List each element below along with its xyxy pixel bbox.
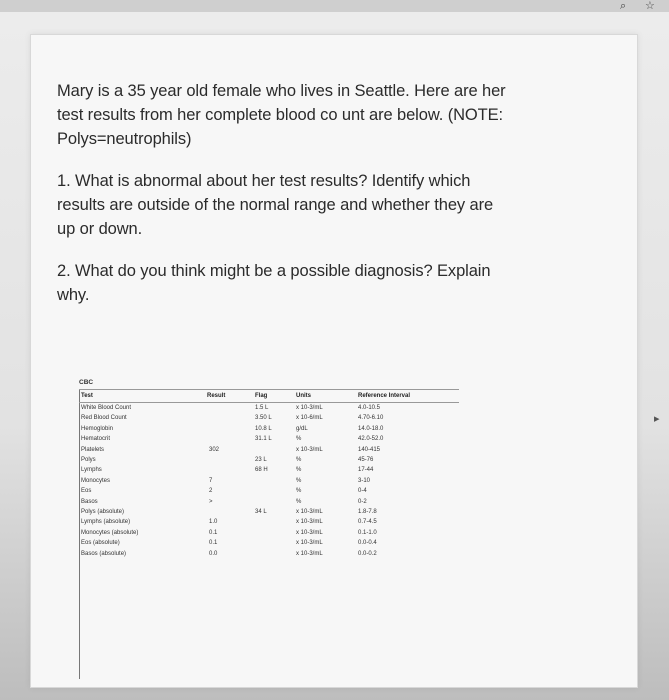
- cell-test: Polys (absolute): [81, 509, 125, 515]
- cell-flag: 31.1 L: [255, 436, 272, 443]
- question-1: [57, 169, 527, 241]
- cell-units: x 10-6/mL: [296, 415, 323, 422]
- cell-ref: 0-4: [358, 488, 367, 495]
- search-icon[interactable]: ⌕: [620, 0, 627, 12]
- table-row: [79, 518, 479, 529]
- cell-test: Hemoglobin: [81, 425, 114, 432]
- header-units: Units: [296, 393, 311, 399]
- table-row: [79, 498, 479, 509]
- cell-units: x 10-3/mL: [296, 446, 323, 453]
- cell-units: g/dL: [296, 425, 308, 432]
- header-test: Test: [81, 393, 93, 399]
- cell-ref: 1.8-7.8: [358, 509, 377, 515]
- question-1-line: results are outside of the normal range and whether they are: [57, 196, 494, 214]
- cell-units: %: [296, 457, 302, 463]
- cell-test: Monocytes (absolute): [81, 529, 139, 536]
- mouse-cursor-icon: ▸: [654, 413, 660, 425]
- cell-result: 7: [209, 477, 213, 484]
- question-1-line: up or down.: [57, 220, 143, 238]
- cell-ref: 4.0-10.5: [358, 405, 381, 411]
- cell-test: Hematocrit: [81, 436, 111, 443]
- table-row: [79, 446, 479, 457]
- table-row: [79, 404, 479, 415]
- cell-test: Monocytes: [81, 477, 111, 484]
- cell-test: Polys: [81, 457, 96, 463]
- cell-units: %: [296, 436, 302, 443]
- cell-ref: 0.1-1.0: [358, 529, 377, 536]
- cbc-table: [79, 379, 484, 687]
- cell-test: Eos (absolute): [81, 540, 120, 547]
- cell-units: x 10-3/mL: [296, 550, 323, 557]
- cell-flag: 1.5 L: [255, 405, 269, 411]
- table-row: [79, 550, 479, 561]
- cell-ref: 3-10: [358, 477, 371, 484]
- table-caption: CBC: [79, 379, 94, 386]
- cell-units: x 10-3/mL: [296, 519, 323, 526]
- header-rule: [79, 402, 459, 403]
- cell-test: Platelets: [81, 446, 105, 453]
- table-row: [79, 508, 479, 519]
- cell-flag: 34 L: [255, 509, 267, 515]
- question-2: [57, 259, 527, 307]
- cell-units: x 10-3/mL: [296, 540, 323, 547]
- cell-result: 0.0: [209, 550, 218, 557]
- question-1-line: 1. What is abnormal about her test results? Identify which: [57, 172, 471, 190]
- table-row: [79, 529, 479, 540]
- cell-result: 1.0: [209, 519, 218, 526]
- cell-flag: 10.8 L: [255, 425, 272, 432]
- cell-ref: 14.0-18.0: [358, 425, 384, 432]
- question-2-line: why.: [57, 286, 90, 304]
- intro-paragraph: [57, 79, 527, 151]
- intro-line: Polys=neutrophils): [57, 130, 192, 148]
- cell-units: %: [296, 488, 302, 495]
- cell-result: >: [209, 498, 213, 505]
- header-result: Result: [207, 393, 226, 399]
- cell-units: x 10-3/mL: [296, 529, 323, 536]
- cell-test: Lymphs (absolute): [81, 519, 131, 526]
- table-row: [79, 414, 479, 425]
- cell-result: 2: [209, 488, 213, 495]
- cell-units: %: [296, 477, 302, 484]
- table-rule: [79, 389, 459, 390]
- cell-result: 302: [209, 446, 220, 453]
- cell-test: Basos: [81, 498, 98, 505]
- cell-units: %: [296, 498, 302, 505]
- cell-units: x 10-3/mL: [296, 405, 323, 411]
- table-row: [79, 539, 479, 550]
- cell-test: Basos (absolute): [81, 550, 127, 557]
- cell-ref: 17-44: [358, 467, 374, 474]
- header-reference-interval: Reference Interval: [358, 393, 411, 399]
- cell-units: x 10-3/mL: [296, 509, 323, 515]
- cell-ref: 0.7-4.5: [358, 519, 377, 526]
- screen: [0, 12, 669, 700]
- cell-ref: 0.0-0.4: [358, 540, 377, 547]
- cell-flag: 23 L: [255, 457, 267, 463]
- intro-line: test results from her complete blood co unt are below. (NOTE:: [57, 106, 504, 124]
- table-row: [79, 456, 479, 467]
- cell-ref: 0.0-0.2: [358, 550, 377, 557]
- cell-ref: 0-2: [358, 498, 367, 505]
- question-2-line: 2. What do you think might be a possible diagnosis? Explain: [57, 262, 491, 280]
- table-row: [79, 425, 479, 436]
- cell-result: 0.1: [209, 540, 218, 547]
- table-row: [79, 487, 479, 498]
- intro-line: Mary is a 35 year old female who lives in Seattle. Here are her: [57, 82, 506, 100]
- cell-ref: 45-76: [358, 457, 374, 463]
- cell-test: White Blood Count: [81, 405, 132, 411]
- cell-units: %: [296, 467, 302, 474]
- cell-flag: 68 H: [255, 467, 268, 474]
- cell-test: Red Blood Count: [81, 415, 127, 422]
- cell-test: Lymphs: [81, 467, 102, 474]
- table-row: [79, 466, 479, 477]
- star-icon[interactable]: ☆: [645, 0, 655, 12]
- cell-ref: 140-415: [358, 446, 381, 453]
- table-row: [79, 435, 479, 446]
- document-page: [30, 34, 638, 688]
- cell-test: Eos: [81, 488, 92, 495]
- cell-result: 0.1: [209, 529, 218, 536]
- cell-ref: 42.0-52.0: [358, 436, 384, 443]
- header-flag: Flag: [255, 393, 268, 399]
- table-row: [79, 477, 479, 488]
- cell-ref: 4.70-6.10: [358, 415, 384, 422]
- cell-flag: 3.50 L: [255, 415, 272, 422]
